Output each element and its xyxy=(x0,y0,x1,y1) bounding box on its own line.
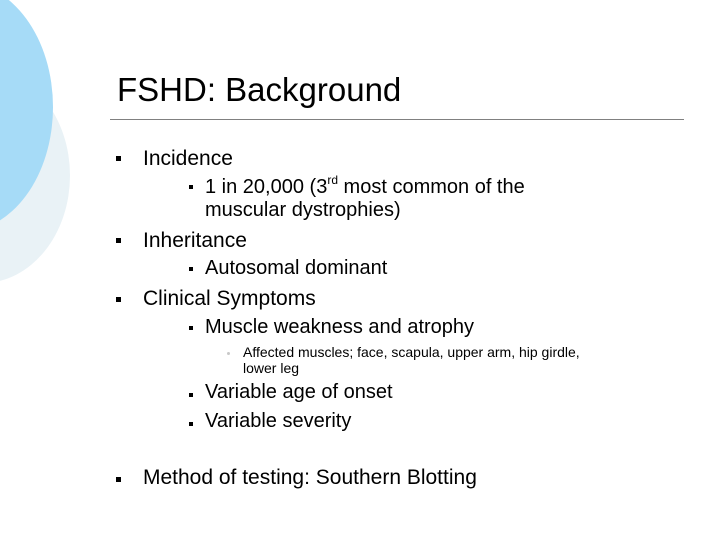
incidence-stat-suffix: most common of the xyxy=(338,176,525,198)
bullet-square-icon xyxy=(189,326,193,330)
symptom-onset: Variable age of onset xyxy=(205,381,393,403)
affected-muscles-line1: Affected muscles; face, scapula, upper arm, hip girdle, xyxy=(243,344,580,360)
bullet-square-icon xyxy=(189,393,193,397)
incidence-stat-prefix: 1 in 20,000 (3 xyxy=(205,176,328,198)
symptom-weakness: Muscle weakness and atrophy xyxy=(205,316,475,338)
bullet-incidence: Incidence xyxy=(143,147,233,170)
bullet-dot-icon xyxy=(227,352,230,355)
bullet-square-icon xyxy=(116,477,121,482)
bullet-clinical-symptoms: Clinical Symptoms xyxy=(143,287,316,310)
title-divider xyxy=(110,119,684,120)
bullet-square-icon xyxy=(116,238,121,243)
affected-muscles-line2: lower leg xyxy=(243,360,300,376)
slide-title: FSHD: Background xyxy=(117,71,402,108)
incidence-stat-superscript: rd xyxy=(327,173,338,187)
bullet-square-icon xyxy=(116,297,121,302)
bullet-inheritance: Inheritance xyxy=(143,229,247,252)
bullet-square-icon xyxy=(189,267,193,271)
incidence-stat xyxy=(205,173,525,199)
incidence-stat-line2: muscular dystrophies) xyxy=(205,199,401,221)
bullet-testing-method: Method of testing: Southern Blotting xyxy=(143,466,477,489)
bullet-square-icon xyxy=(189,185,193,189)
symptom-severity: Variable severity xyxy=(205,410,352,432)
inheritance-detail: Autosomal dominant xyxy=(205,257,388,279)
bullet-square-icon xyxy=(189,422,193,426)
bullet-square-icon xyxy=(116,156,121,161)
